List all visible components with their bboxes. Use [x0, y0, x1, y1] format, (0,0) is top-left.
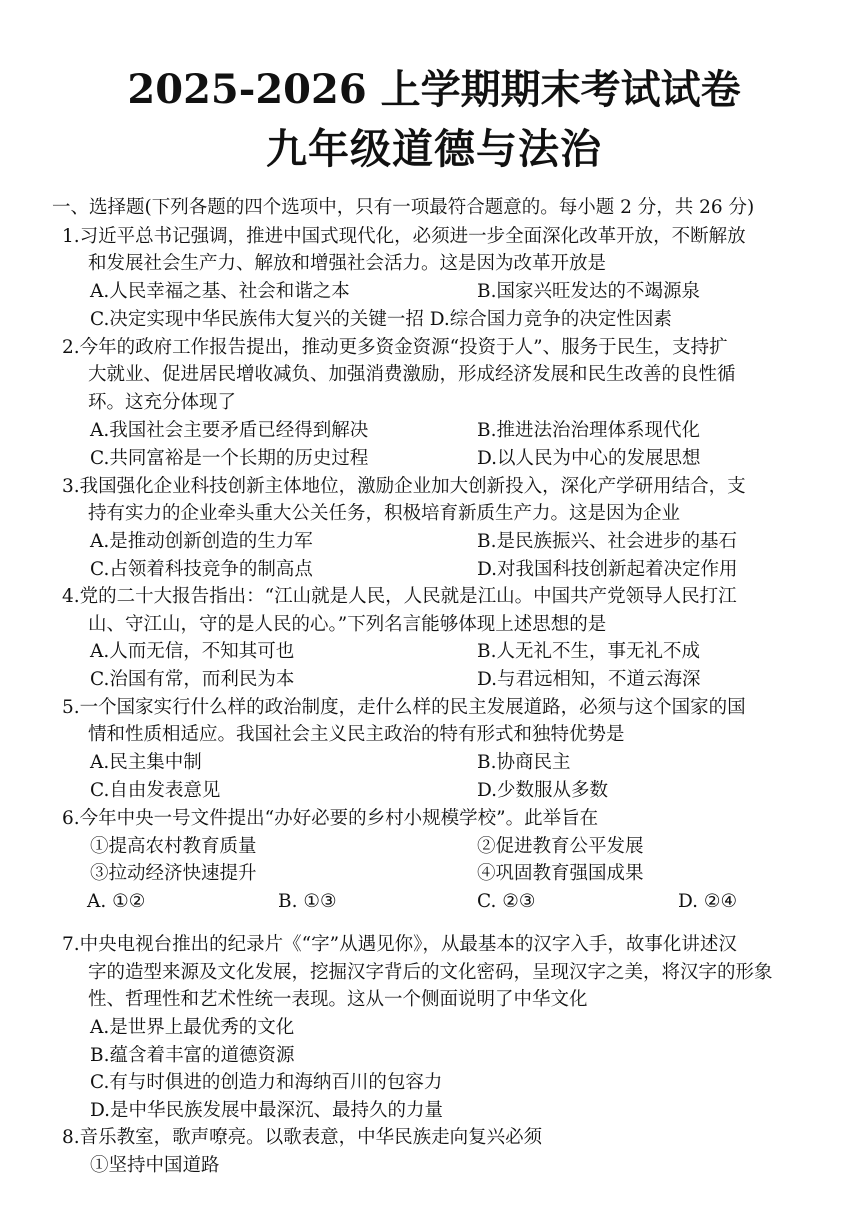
q6-option-a: A. ①②: [87, 891, 146, 912]
q1-stem-line1: 1.习近平总书记强调，推进中国式现代化，必须进一步全面深化改革开放，不断解放: [62, 226, 746, 247]
q4-stem-line2: 山、守江山，守的是人民的心。”下列名言能够体现上述思想的是: [88, 614, 607, 635]
q2-option-b: B.推进法治治理体系现代化: [477, 420, 700, 441]
q2-stem-line1: 2.今年的政府工作报告提出，推动更多资金资源“投资于人”、服务于民生，支持扩: [62, 337, 728, 358]
q3-stem-line1: 3.我国强化企业科技创新主体地位，激励企业加大创新投入，深化产学研用结合，支: [62, 476, 746, 497]
q4-option-a: A.人而无信，不知其可也: [90, 641, 295, 662]
q4-option-d: D.与君远相知，不道云海深: [477, 669, 701, 690]
q5-option-a: A.民主集中制: [90, 752, 202, 773]
q1-option-cd: C.决定实现中华民族伟大复兴的关键一招 D.综合国力竞争的决定性因素: [90, 309, 672, 330]
q7-option-c: C.有与时俱进的创造力和海纳百川的包容力: [90, 1072, 443, 1093]
q6-statement-2: ②促进教育公平发展: [477, 836, 644, 857]
section-heading: 一、选择题(下列各题的四个选项中，只有一项最符合题意的。每小题 2 分，共 26 分): [52, 197, 755, 218]
q4-option-c: C.治国有常，而利民为本: [90, 669, 295, 690]
q6-statement-3: ③拉动经济快速提升: [90, 863, 257, 884]
q5-stem-line2: 情和性质相适应。我国社会主义民主政治的特有形式和独特优势是: [88, 724, 625, 745]
q6-statement-1: ①提高农村教育质量: [90, 836, 257, 857]
q8-stem-line1: 8.音乐教室，歌声嘹亮。以歌表意，中华民族走向复兴必须: [62, 1127, 543, 1148]
q3-option-c: C.占领着科技竞争的制高点: [90, 559, 313, 580]
q4-stem-line1: 4.党的二十大报告指出：“江山就是人民，人民就是江山。中国共产党领导人民打江: [62, 586, 737, 607]
q8-statement-1: ①坚持中国道路: [90, 1155, 220, 1176]
q2-option-a: A.我国社会主要矛盾已经得到解决: [90, 420, 369, 441]
q3-option-b: B.是民族振兴、社会进步的基石: [477, 531, 737, 552]
q2-option-c: C.共同富裕是一个长期的历史过程: [90, 448, 369, 469]
q5-option-b: B.协商民主: [477, 752, 571, 773]
q2-stem-line3: 环。这充分体现了: [88, 392, 237, 413]
exam-title: 2025-2026 上学期期末考试试卷: [127, 66, 741, 113]
q7-stem-line3: 性、哲理性和艺术性统一表现。这从一个侧面说明了中华文化: [88, 989, 588, 1010]
q5-option-c: C.自由发表意见: [90, 780, 221, 801]
q7-option-b: B.蕴含着丰富的道德资源: [90, 1045, 295, 1066]
q2-option-d: D.以人民为中心的发展思想: [477, 448, 701, 469]
q1-stem-line2: 和发展社会生产力、解放和增强社会活力。这是因为改革开放是: [88, 253, 607, 274]
q6-statement-4: ④巩固教育强国成果: [477, 863, 644, 884]
q6-option-c: C. ②③: [477, 891, 536, 912]
q3-stem-line2: 持有实力的企业牵头重大公关任务，积极培育新质生产力。这是因为企业: [88, 503, 681, 524]
q7-stem-line1: 7.中央电视台推出的纪录片《“字”从遇见你》，从最基本的汉字入手，故事化讲述汉: [62, 934, 737, 955]
q7-option-a: A.是世界上最优秀的文化: [90, 1017, 295, 1038]
q3-option-a: A.是推动创新创造的生力军: [90, 531, 313, 552]
q1-option-a: A.人民幸福之基、社会和谐之本: [90, 281, 350, 302]
q7-option-d: D.是中华民族发展中最深沉、最持久的力量: [90, 1100, 444, 1121]
q7-stem-line2: 字的造型来源及文化发展，挖掘汉字背后的文化密码，呈现汉字之美，将汉字的形象: [88, 962, 773, 983]
q6-stem-line1: 6.今年中央一号文件提出“办好必要的乡村小规模学校”。此举旨在: [62, 808, 599, 829]
q3-option-d: D.对我国科技创新起着决定作用: [477, 559, 738, 580]
q6-option-d: D. ②④: [678, 891, 738, 912]
q5-option-d: D.少数服从多数: [477, 780, 609, 801]
q4-option-b: B.人无礼不生，事无礼不成: [477, 641, 700, 662]
q6-option-b: B. ①③: [278, 891, 337, 912]
q1-option-b: B.国家兴旺发达的不竭源泉: [477, 281, 700, 302]
q5-stem-line1: 5.一个国家实行什么样的政治制度，走什么样的民主发展道路，必须与这个国家的国: [62, 697, 746, 718]
exam-subtitle: 九年级道德与法治: [266, 125, 602, 173]
q2-stem-line2: 大就业、促进居民增收减负、加强消费激励，形成经济发展和民生改善的良性循: [88, 364, 736, 385]
